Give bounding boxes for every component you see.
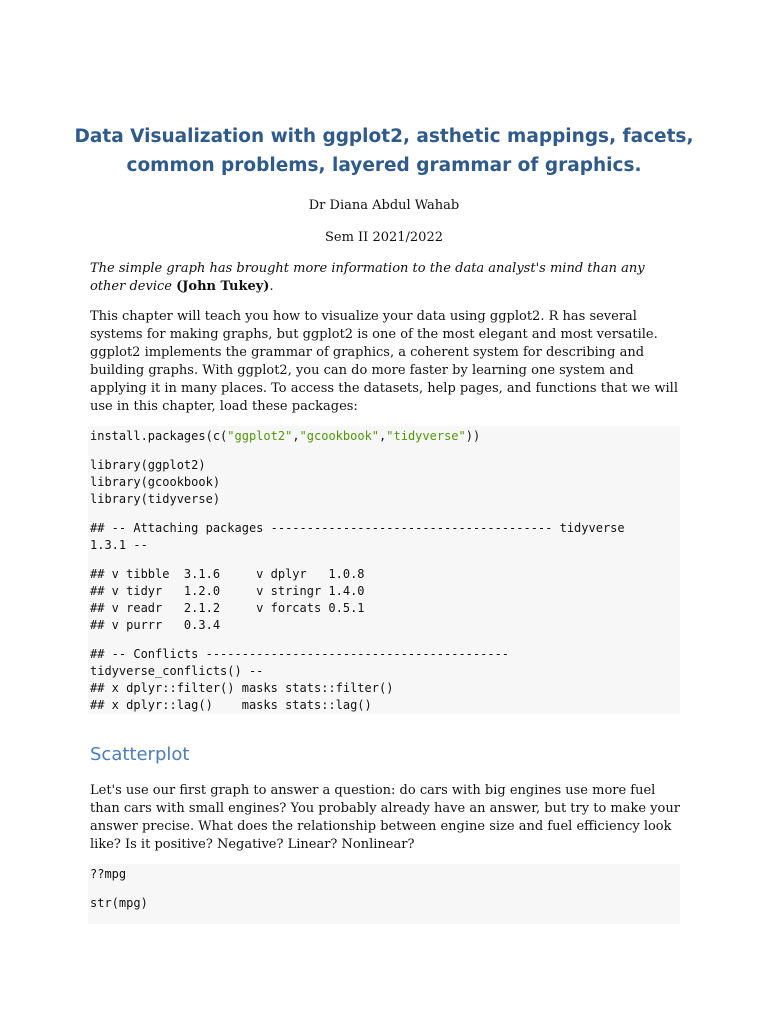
output-line: ## v tibble 3.1.6 v dplyr 1.0.8	[90, 567, 365, 581]
code-line: library(tidyverse)	[90, 492, 221, 506]
output-line: ## v tidyr 1.2.0 v stringr 1.4.0	[90, 584, 365, 598]
comma: ,	[292, 429, 300, 443]
scatterplot-paragraph: Let's use our first graph to answer a question: do cars with big engines use more fuel than cars with small engines? You probably already have an answer, but try to make your answer precise. What does the relationship between engine size and fuel efficiency look like? Is it positive? Negative? Linear? Nonlinear?	[90, 783, 680, 852]
document-title	[60, 122, 708, 180]
title-line-1: Data Visualization with ggplot2, asthetic mappings, facets,	[74, 126, 694, 147]
install-line	[90, 428, 680, 445]
install-prefix: install.packages(c(	[90, 429, 228, 443]
code-line: ??mpg	[90, 867, 127, 881]
output-line: tidyverse_conflicts() --	[90, 664, 264, 678]
string-tidyverse: "tidyverse"	[386, 429, 466, 443]
epigraph-quote	[90, 260, 682, 296]
code-line: library(ggplot2)	[90, 458, 206, 472]
output-line: ## v purrr 0.3.4	[90, 618, 221, 632]
output-line: ## -- Attaching packages --------------------------------------- tidyverse	[90, 521, 625, 535]
output-line: ## v readr 2.1.2 v forcats 0.5.1	[90, 601, 365, 615]
quote-author: (John Tukey)	[176, 279, 270, 294]
author: Dr Diana Abdul Wahab	[308, 198, 460, 213]
title-line-2: common problems, layered grammar of graphics.	[126, 155, 642, 176]
install-suffix: ))	[465, 429, 481, 443]
code-block-mpg	[88, 864, 680, 924]
code-line: library(gcookbook)	[90, 475, 221, 489]
code-line: str(mpg)	[90, 896, 148, 910]
intro-paragraph: This chapter will teach you how to visualize your data using ggplot2. R has several systems for making graphs, but ggplot2 is one of the most elegant and most versatile. ggplot2 implements the grammar of graphics, a coherent system for describing and building graphs. With ggplot2, you can do more faster by learning one system and applying it in many places. To access the datasets, help pages, and functions that we will use in this chapter, load these packages:	[90, 309, 678, 414]
output-line: ## x dplyr::filter() masks stats::filter()	[90, 681, 394, 695]
semester: Sem II 2021/2022	[324, 230, 443, 245]
section-heading-scatterplot: Scatterplot	[90, 744, 190, 765]
string-gcookbook: "gcookbook"	[299, 429, 380, 443]
comma: ,	[379, 429, 387, 443]
code-block-setup	[88, 426, 680, 714]
output-line: ## x dplyr::lag() masks stats::lag()	[90, 698, 372, 712]
output-line: 1.3.1 --	[90, 538, 148, 552]
quote-end: .	[269, 279, 274, 294]
output-line: ## -- Conflicts ------------------------------------------	[90, 647, 510, 661]
string-ggplot2: "ggplot2"	[227, 429, 293, 443]
quote-text: The simple graph has brought more information to the data analyst's mind than any other device	[90, 261, 645, 294]
